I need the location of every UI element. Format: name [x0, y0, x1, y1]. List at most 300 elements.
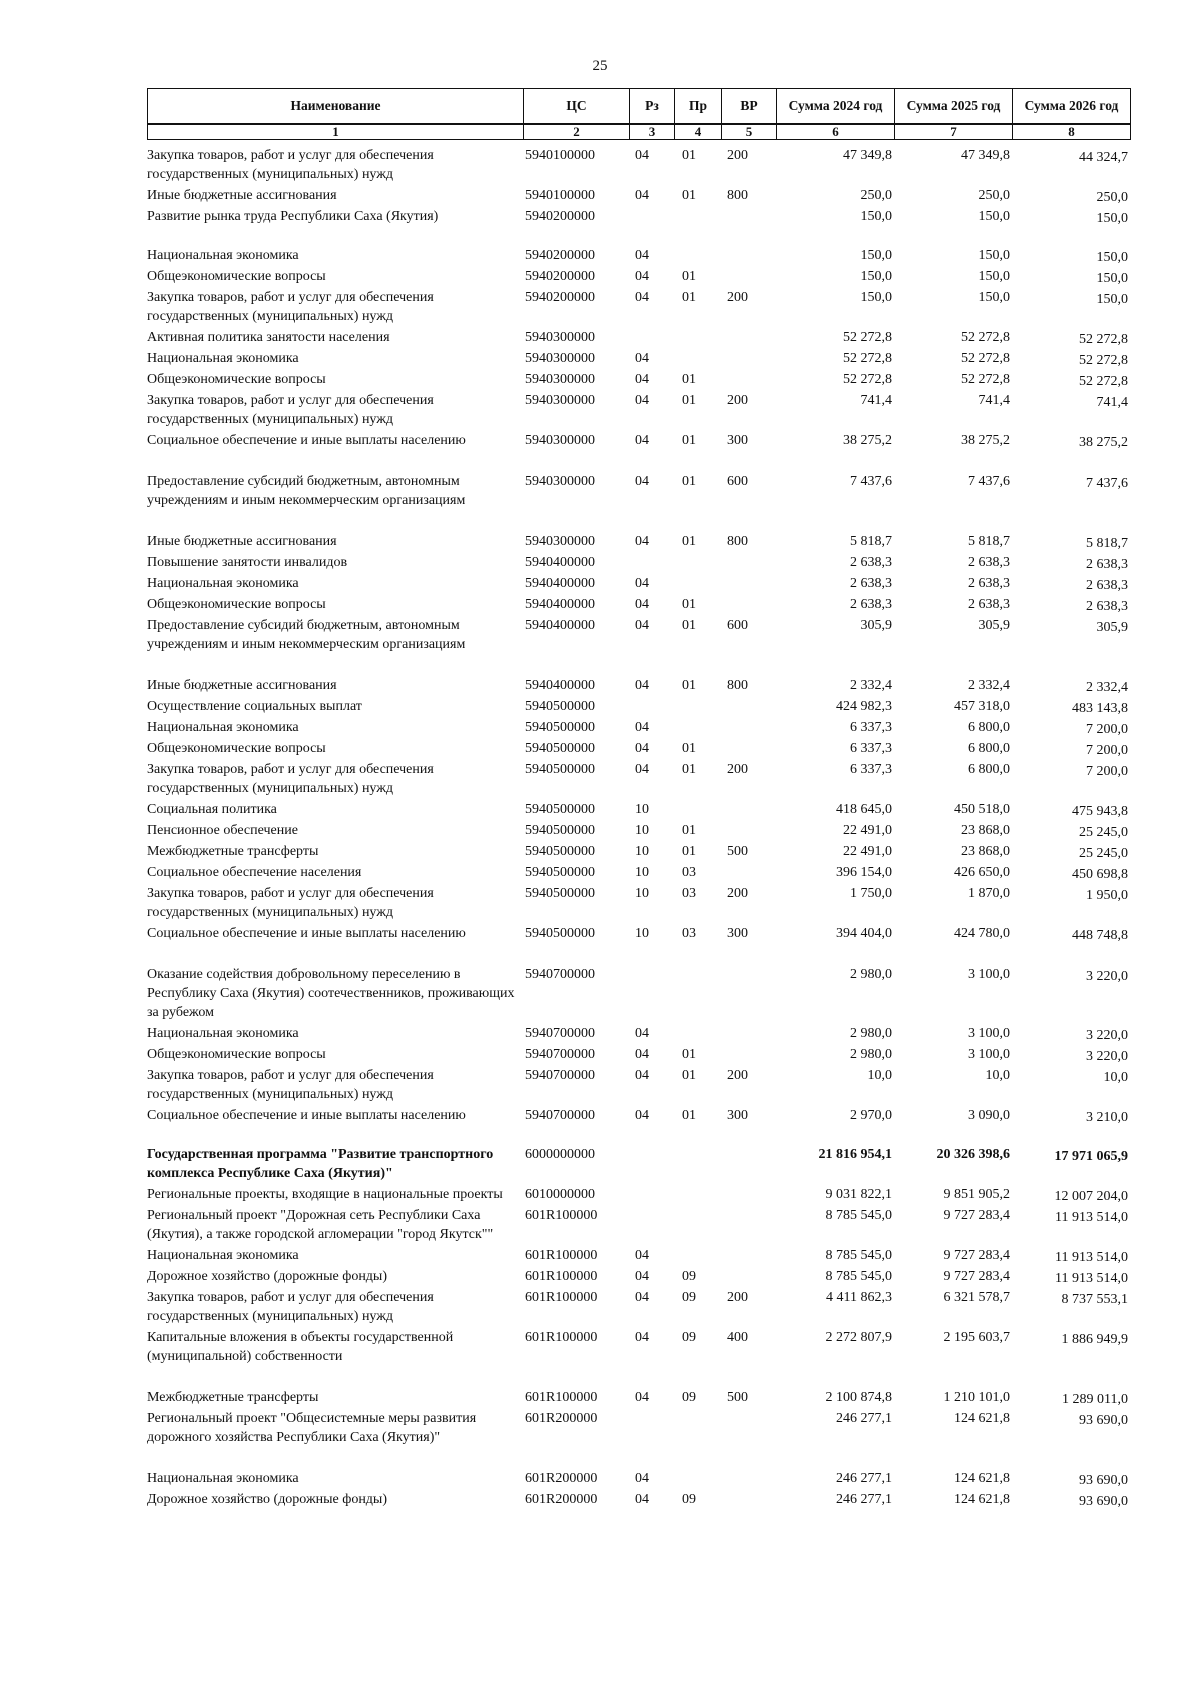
cell-sum-2025: 426 650,0 [954, 865, 1010, 880]
cell-cs: 5940300000 [525, 330, 595, 345]
cell-sum-2024: 305,9 [860, 618, 892, 633]
cell-sum-2024: 47 349,8 [843, 148, 892, 163]
cell-sum-2024: 21 816 954,1 [818, 1147, 892, 1162]
table-row [147, 1469, 1130, 1488]
cell-vr [721, 595, 776, 614]
cell-sum-2025: 2 638,3 [968, 597, 1010, 612]
cell-cs: 5940100000 [525, 188, 595, 203]
cell-vr: 800 [727, 534, 748, 549]
cell-sum-2025: 1 870,0 [968, 886, 1010, 901]
header-num-2: 2 [524, 124, 630, 140]
table-row [147, 616, 1130, 654]
cell-sum-2024: 2 100 874,8 [825, 1390, 892, 1405]
cell-vr: 400 [727, 1330, 748, 1345]
cell-vr [721, 718, 776, 737]
table-row [147, 1246, 1130, 1265]
table-row [147, 739, 1130, 758]
cell-sum-2026: 7 200,0 [1086, 764, 1128, 779]
cell-pr: 01 [682, 148, 696, 163]
cell-sum-2024: 246 277,1 [836, 1471, 892, 1486]
header-vr: ВР [722, 89, 777, 125]
cell-cs: 5940500000 [525, 802, 595, 817]
cell-vr [721, 349, 776, 368]
table-header [147, 88, 1131, 140]
cell-sum-2024: 2 980,0 [850, 967, 892, 982]
cell-pr: 09 [682, 1492, 696, 1507]
cell-name: Закупка товаров, работ и услуг для обеспечения государственных (муниципальных) нужд [147, 886, 434, 920]
cell-sum-2024: 22 491,0 [843, 823, 892, 838]
cell-cs: 5940300000 [525, 534, 595, 549]
cell-rz: 10 [635, 886, 649, 901]
cell-name: Оказание содействия добровольному переселению в Республику Саха (Якутия) соотечественников, проживающих за рубежом [147, 967, 515, 1020]
cell-name: Национальная экономика [147, 576, 299, 591]
cell-vr [721, 1409, 776, 1447]
cell-vr [721, 1024, 776, 1043]
cell-sum-2025: 10,0 [985, 1068, 1010, 1083]
cell-sum-2025: 3 100,0 [968, 1026, 1010, 1041]
cell-vr [721, 821, 776, 840]
cell-cs: 5940200000 [525, 269, 595, 284]
cell-cs: 5940300000 [525, 433, 595, 448]
cell-rz: 04 [635, 148, 649, 163]
header-num-8: 8 [1013, 124, 1131, 140]
cell-sum-2025: 124 621,8 [954, 1492, 1010, 1507]
table-row [147, 1185, 1130, 1204]
cell-rz: 04 [635, 741, 649, 756]
cell-cs: 5940700000 [525, 1026, 595, 1041]
cell-sum-2025: 450 518,0 [954, 802, 1010, 817]
cell-rz: 04 [635, 618, 649, 633]
cell-sum-2026: 1 886 949,9 [1061, 1332, 1128, 1347]
cell-pr: 01 [682, 372, 696, 387]
cell-vr [721, 1267, 776, 1286]
cell-pr: 01 [682, 823, 696, 838]
cell-sum-2026: 52 272,8 [1079, 332, 1128, 347]
cell-cs: 5940500000 [525, 823, 595, 838]
header-sum-2024: Сумма 2024 год [777, 89, 895, 125]
cell-sum-2026: 250,0 [1096, 190, 1128, 205]
cell-pr: 03 [682, 926, 696, 941]
cell-name: Иные бюджетные ассигнования [147, 188, 337, 203]
table-row [147, 370, 1130, 389]
cell-vr: 300 [727, 926, 748, 941]
cell-sum-2024: 418 645,0 [836, 802, 892, 817]
cell-cs: 6010000000 [525, 1187, 595, 1202]
header-num-6: 6 [777, 124, 895, 140]
cell-vr [721, 370, 776, 389]
cell-name: Дорожное хозяйство (дорожные фонды) [147, 1269, 388, 1284]
cell-sum-2026: 2 638,3 [1086, 557, 1128, 572]
cell-name: Закупка товаров, работ и услуг для обеспечения государственных (муниципальных) нужд [147, 393, 434, 427]
cell-rz: 10 [635, 865, 649, 880]
header-sum-2026: Сумма 2026 год [1013, 89, 1131, 125]
cell-sum-2025: 20 326 398,6 [936, 1147, 1010, 1162]
cell-pr: 01 [682, 433, 696, 448]
cell-vr [721, 1490, 776, 1509]
table-row [147, 472, 1130, 510]
cell-rz: 04 [635, 597, 649, 612]
table-row [147, 1024, 1130, 1043]
table-row [147, 595, 1130, 614]
cell-sum-2026: 11 913 514,0 [1055, 1271, 1128, 1286]
cell-name: Повышение занятости инвалидов [147, 555, 348, 570]
cell-sum-2025: 2 638,3 [968, 555, 1010, 570]
cell-sum-2025: 305,9 [978, 618, 1010, 633]
cell-sum-2024: 10,0 [867, 1068, 892, 1083]
cell-sum-2024: 1 750,0 [850, 886, 892, 901]
table-row [147, 1206, 1130, 1244]
cell-pr [674, 349, 721, 368]
cell-pr: 03 [682, 865, 696, 880]
cell-vr [721, 1045, 776, 1064]
cell-sum-2024: 6 337,3 [850, 720, 892, 735]
cell-name: Общеэкономические вопросы [147, 372, 326, 387]
cell-cs: 601R100000 [525, 1269, 598, 1284]
cell-name: Общеэкономические вопросы [147, 741, 326, 756]
cell-sum-2024: 52 272,8 [843, 372, 892, 387]
header-num-4: 4 [675, 124, 722, 140]
cell-name: Капитальные вложения в объекты государственной (муниципальной) собственности [147, 1330, 454, 1364]
cell-name: Национальная экономика [147, 351, 299, 366]
cell-sum-2026: 93 690,0 [1079, 1494, 1128, 1509]
cell-pr: 09 [682, 1290, 696, 1305]
cell-rz: 04 [635, 290, 649, 305]
cell-pr: 01 [682, 269, 696, 284]
cell-name: Дорожное хозяйство (дорожные фонды) [147, 1492, 388, 1507]
cell-sum-2026: 44 324,7 [1079, 150, 1128, 165]
cell-rz: 04 [635, 678, 649, 693]
cell-vr [721, 800, 776, 819]
cell-vr [721, 1206, 776, 1244]
cell-name: Закупка товаров, работ и услуг для обеспечения государственных (муниципальных) нужд [147, 148, 434, 182]
cell-vr: 200 [727, 1290, 748, 1305]
cell-sum-2025: 150,0 [978, 290, 1010, 305]
cell-name: Иные бюджетные ассигнования [147, 534, 337, 549]
cell-rz: 04 [635, 433, 649, 448]
cell-sum-2026: 3 220,0 [1086, 1028, 1128, 1043]
cell-sum-2025: 124 621,8 [954, 1471, 1010, 1486]
cell-sum-2024: 741,4 [860, 393, 892, 408]
cell-name: Национальная экономика [147, 1471, 299, 1486]
cell-sum-2026: 475 943,8 [1072, 804, 1128, 819]
cell-pr [674, 965, 721, 1022]
header-pr: Пр [675, 89, 722, 125]
cell-vr: 500 [727, 844, 748, 859]
cell-cs: 5940200000 [525, 248, 595, 263]
cell-vr: 200 [727, 886, 748, 901]
cell-sum-2026: 483 143,8 [1072, 701, 1128, 716]
cell-cs: 6000000000 [525, 1147, 595, 1162]
cell-name: Закупка товаров, работ и услуг для обеспечения государственных (муниципальных) нужд [147, 290, 434, 324]
cell-cs: 601R100000 [525, 1330, 598, 1345]
cell-pr [674, 1145, 721, 1183]
cell-sum-2024: 52 272,8 [843, 330, 892, 345]
cell-sum-2025: 150,0 [978, 269, 1010, 284]
cell-sum-2024: 6 337,3 [850, 762, 892, 777]
cell-sum-2026: 17 971 065,9 [1054, 1149, 1128, 1164]
cell-sum-2025: 250,0 [978, 188, 1010, 203]
cell-sum-2024: 2 332,4 [850, 678, 892, 693]
table-row [147, 391, 1130, 429]
cell-cs: 5940200000 [525, 209, 595, 224]
cell-sum-2025: 3 100,0 [968, 1047, 1010, 1062]
cell-cs: 5940500000 [525, 699, 595, 714]
cell-cs: 5940500000 [525, 720, 595, 735]
cell-sum-2024: 150,0 [860, 248, 892, 263]
cell-rz: 04 [635, 474, 649, 489]
cell-rz: 04 [635, 534, 649, 549]
cell-sum-2026: 10,0 [1103, 1070, 1128, 1085]
cell-sum-2025: 6 800,0 [968, 720, 1010, 735]
cell-vr: 200 [727, 148, 748, 163]
cell-sum-2025: 9 727 283,4 [943, 1248, 1010, 1263]
table-row [147, 1045, 1130, 1064]
table-row [147, 884, 1130, 922]
cell-rz [629, 553, 674, 572]
table-row [147, 1409, 1130, 1447]
cell-rz: 04 [635, 393, 649, 408]
cell-sum-2024: 6 337,3 [850, 741, 892, 756]
cell-pr: 01 [682, 534, 696, 549]
cell-sum-2024: 2 638,3 [850, 597, 892, 612]
cell-name: Социальное обеспечение и иные выплаты населению [147, 1108, 466, 1123]
cell-vr [721, 965, 776, 1022]
cell-name: Межбюджетные трансферты [147, 1390, 319, 1405]
cell-vr: 200 [727, 1068, 748, 1083]
cell-rz: 04 [635, 720, 649, 735]
cell-rz: 04 [635, 1290, 649, 1305]
cell-name: Предоставление субсидий бюджетным, автономным учреждениям и иным некоммерческим организациям [147, 618, 466, 652]
cell-cs: 5940700000 [525, 1068, 595, 1083]
cell-rz [629, 207, 674, 226]
header-num-5: 5 [722, 124, 777, 140]
cell-rz: 10 [635, 926, 649, 941]
cell-sum-2025: 6 800,0 [968, 762, 1010, 777]
cell-name: Государственная программа "Развитие транспортного комплекса Республике Саха (Якутия)" [147, 1147, 494, 1181]
cell-sum-2026: 3 210,0 [1086, 1110, 1128, 1125]
cell-pr [674, 553, 721, 572]
cell-sum-2026: 741,4 [1096, 395, 1128, 410]
cell-sum-2024: 9 031 822,1 [825, 1187, 892, 1202]
cell-sum-2024: 2 980,0 [850, 1047, 892, 1062]
cell-cs: 5940400000 [525, 597, 595, 612]
table-row [147, 760, 1130, 798]
cell-vr: 200 [727, 290, 748, 305]
cell-vr [721, 1185, 776, 1204]
cell-sum-2024: 2 638,3 [850, 576, 892, 591]
cell-sum-2025: 150,0 [978, 248, 1010, 263]
table-row [147, 821, 1130, 840]
cell-sum-2025: 1 210 101,0 [943, 1390, 1010, 1405]
header-num-3: 3 [630, 124, 675, 140]
table-row [147, 863, 1130, 882]
cell-pr [674, 800, 721, 819]
cell-rz: 04 [635, 248, 649, 263]
cell-sum-2026: 25 245,0 [1079, 825, 1128, 840]
cell-sum-2026: 52 272,8 [1079, 353, 1128, 368]
cell-vr: 300 [727, 433, 748, 448]
cell-pr [674, 574, 721, 593]
table-row [147, 842, 1130, 861]
cell-cs: 5940500000 [525, 865, 595, 880]
cell-vr [721, 1145, 776, 1183]
cell-vr [721, 1246, 776, 1265]
cell-sum-2025: 2 638,3 [968, 576, 1010, 591]
table-row [147, 246, 1130, 265]
cell-sum-2025: 2 195 603,7 [943, 1330, 1010, 1345]
cell-cs: 5940400000 [525, 555, 595, 570]
cell-sum-2026: 11 913 514,0 [1055, 1250, 1128, 1265]
cell-sum-2025: 9 727 283,4 [943, 1269, 1010, 1284]
table-row [147, 1490, 1130, 1509]
header-name: Наименование [148, 89, 524, 125]
cell-pr: 01 [682, 474, 696, 489]
cell-sum-2024: 246 277,1 [836, 1492, 892, 1507]
cell-rz [629, 965, 674, 1022]
cell-cs: 601R200000 [525, 1471, 598, 1486]
table-row [147, 697, 1130, 716]
cell-rz: 04 [635, 1108, 649, 1123]
table-row [147, 532, 1130, 551]
cell-sum-2024: 2 980,0 [850, 1026, 892, 1041]
cell-sum-2024: 150,0 [860, 290, 892, 305]
cell-sum-2025: 124 621,8 [954, 1411, 1010, 1426]
cell-cs: 601R200000 [525, 1411, 598, 1426]
cell-vr [721, 246, 776, 265]
cell-sum-2024: 2 272 807,9 [825, 1330, 892, 1345]
cell-cs: 5940700000 [525, 1108, 595, 1123]
cell-rz: 04 [635, 1068, 649, 1083]
cell-pr: 09 [682, 1390, 696, 1405]
cell-cs: 5940500000 [525, 741, 595, 756]
cell-name: Региональные проекты, входящие в национальные проекты [147, 1187, 503, 1202]
cell-sum-2026: 38 275,2 [1079, 435, 1128, 450]
cell-sum-2025: 424 780,0 [954, 926, 1010, 941]
cell-pr: 01 [682, 597, 696, 612]
cell-cs: 5940700000 [525, 967, 595, 982]
table-row [147, 186, 1130, 205]
cell-sum-2025: 9 851 905,2 [943, 1187, 1010, 1202]
table-row [147, 1388, 1130, 1407]
cell-sum-2024: 250,0 [860, 188, 892, 203]
cell-sum-2026: 2 332,4 [1086, 680, 1128, 695]
cell-cs: 5940100000 [525, 148, 595, 163]
cell-cs: 601R100000 [525, 1208, 598, 1223]
cell-rz [629, 1145, 674, 1183]
cell-pr: 01 [682, 678, 696, 693]
cell-pr: 01 [682, 188, 696, 203]
cell-sum-2026: 52 272,8 [1079, 374, 1128, 389]
cell-cs: 5940700000 [525, 1047, 595, 1062]
cell-vr: 300 [727, 1108, 748, 1123]
cell-cs: 5940300000 [525, 474, 595, 489]
cell-rz: 04 [635, 1492, 649, 1507]
cell-sum-2026: 150,0 [1096, 250, 1128, 265]
cell-pr: 03 [682, 886, 696, 901]
cell-pr: 01 [682, 1108, 696, 1123]
cell-sum-2024: 396 154,0 [836, 865, 892, 880]
cell-pr: 01 [682, 762, 696, 777]
cell-vr [721, 739, 776, 758]
cell-pr: 01 [682, 393, 696, 408]
cell-pr [674, 1409, 721, 1447]
cell-sum-2026: 7 437,6 [1086, 476, 1128, 491]
cell-vr [721, 697, 776, 716]
cell-sum-2025: 52 272,8 [961, 372, 1010, 387]
cell-name: Закупка товаров, работ и услуг для обеспечения государственных (муниципальных) нужд [147, 1068, 434, 1102]
cell-vr: 500 [727, 1390, 748, 1405]
cell-sum-2026: 450 698,8 [1072, 867, 1128, 882]
cell-sum-2025: 6 321 578,7 [943, 1290, 1010, 1305]
cell-sum-2025: 5 818,7 [968, 534, 1010, 549]
cell-sum-2026: 305,9 [1096, 620, 1128, 635]
cell-name: Развитие рынка труда Республики Саха (Якутия) [147, 209, 439, 224]
cell-pr [674, 1024, 721, 1043]
table-row [147, 146, 1130, 184]
cell-sum-2026: 8 737 553,1 [1061, 1292, 1128, 1307]
cell-name: Общеэкономические вопросы [147, 1047, 326, 1062]
cell-pr [674, 1246, 721, 1265]
cell-sum-2026: 150,0 [1096, 271, 1128, 286]
cell-sum-2024: 7 437,6 [850, 474, 892, 489]
cell-vr [721, 207, 776, 226]
cell-sum-2025: 38 275,2 [961, 433, 1010, 448]
cell-sum-2025: 23 868,0 [961, 823, 1010, 838]
cell-pr [674, 207, 721, 226]
table-row [147, 1106, 1130, 1125]
cell-name: Иные бюджетные ассигнования [147, 678, 337, 693]
cell-sum-2026: 2 638,3 [1086, 599, 1128, 614]
cell-pr [674, 1185, 721, 1204]
cell-sum-2025: 741,4 [978, 393, 1010, 408]
cell-pr: 09 [682, 1330, 696, 1345]
cell-pr: 09 [682, 1269, 696, 1284]
cell-sum-2024: 2 970,0 [850, 1108, 892, 1123]
table-row [147, 288, 1130, 326]
cell-vr: 800 [727, 678, 748, 693]
header-rz: Рз [630, 89, 675, 125]
cell-rz: 04 [635, 1026, 649, 1041]
cell-rz [629, 328, 674, 347]
cell-rz: 04 [635, 1330, 649, 1345]
table-row [147, 924, 1130, 943]
cell-pr [674, 697, 721, 716]
cell-sum-2025: 52 272,8 [961, 330, 1010, 345]
cell-sum-2025: 2 332,4 [968, 678, 1010, 693]
cell-pr [674, 718, 721, 737]
cell-sum-2025: 6 800,0 [968, 741, 1010, 756]
cell-sum-2025: 3 100,0 [968, 967, 1010, 982]
cell-cs: 5940500000 [525, 886, 595, 901]
cell-rz: 04 [635, 1047, 649, 1062]
cell-rz: 04 [635, 372, 649, 387]
cell-rz: 04 [635, 762, 649, 777]
cell-name: Региональный проект "Общесистемные меры развития дорожного хозяйства Республики Саха (Якутия)" [147, 1411, 477, 1445]
cell-rz: 04 [635, 1269, 649, 1284]
cell-rz [629, 697, 674, 716]
cell-rz: 04 [635, 576, 649, 591]
cell-cs: 5940400000 [525, 618, 595, 633]
cell-vr [721, 267, 776, 286]
cell-name: Закупка товаров, работ и услуг для обеспечения государственных (муниципальных) нужд [147, 1290, 434, 1324]
cell-sum-2025: 23 868,0 [961, 844, 1010, 859]
cell-sum-2025: 47 349,8 [961, 148, 1010, 163]
cell-sum-2026: 12 007 204,0 [1054, 1189, 1128, 1204]
cell-rz: 10 [635, 802, 649, 817]
cell-sum-2026: 7 200,0 [1086, 743, 1128, 758]
cell-vr [721, 574, 776, 593]
cell-sum-2024: 52 272,8 [843, 351, 892, 366]
